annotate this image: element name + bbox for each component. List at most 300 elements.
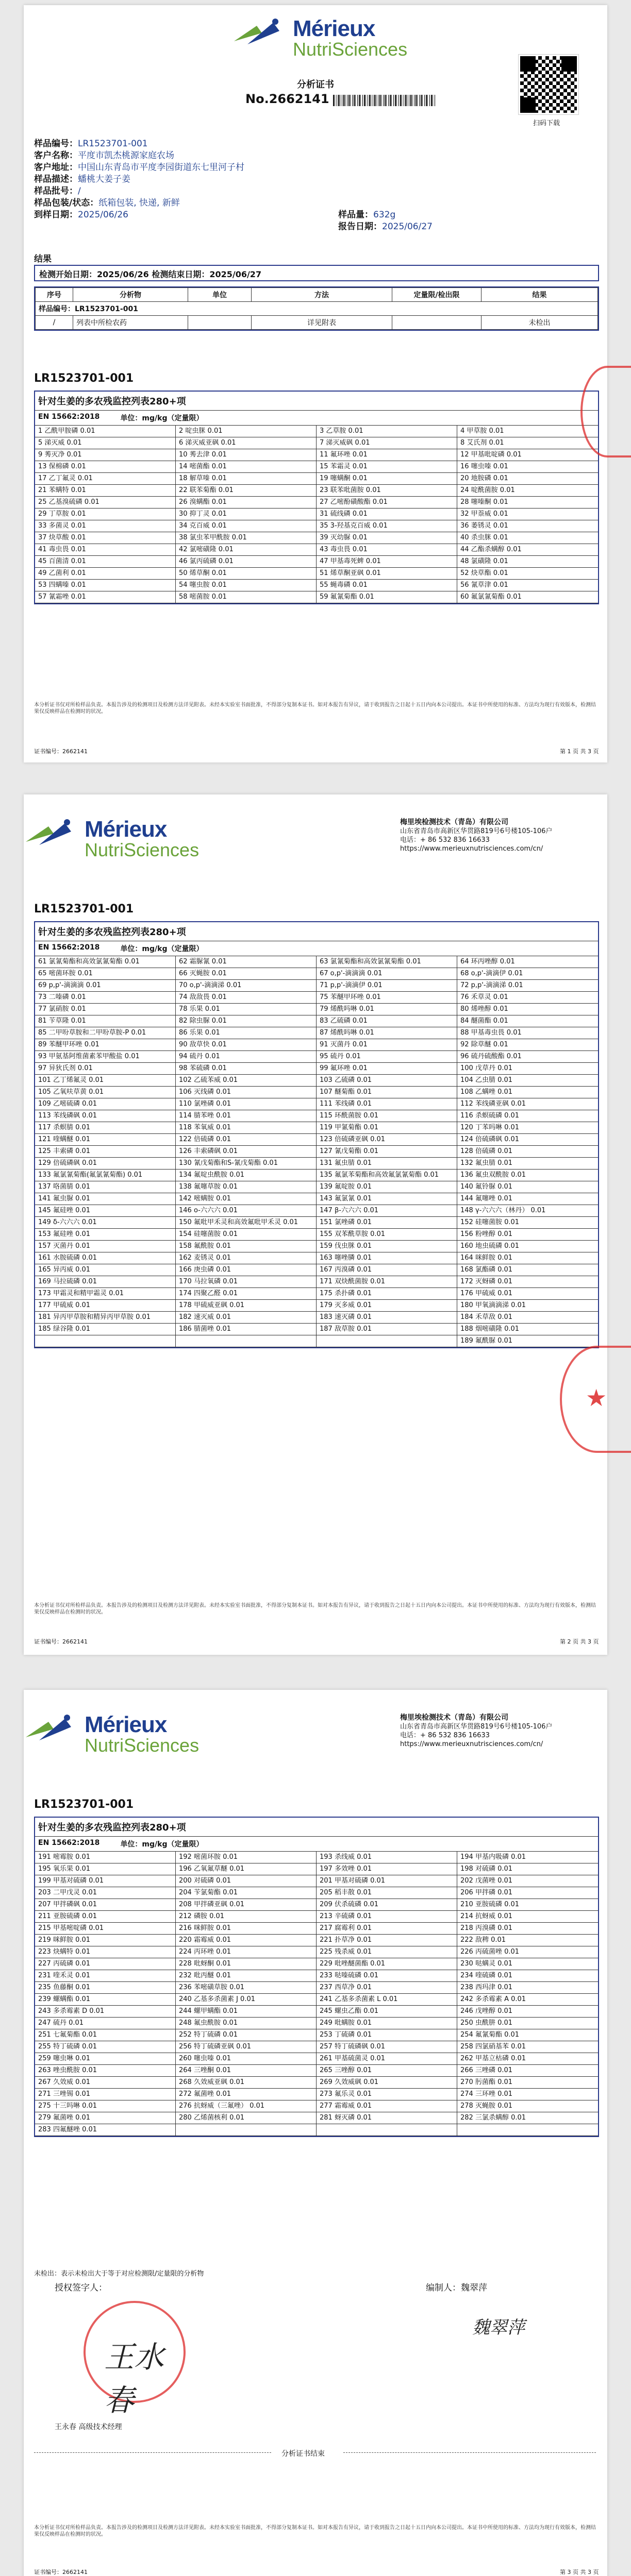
- pesticide-cell: 27 乙嘧酚磺酸酯 0.01: [317, 497, 457, 509]
- company-address: 梅里埃检测技术（青岛）有限公司 山东省青岛市高新区华贯路819号6号楼105-106户 电话：+ 86 532 836 16633 https://www.merieuxnutrisciences.com/cn/: [400, 818, 553, 853]
- results-label: 结果: [34, 254, 52, 264]
- pesticide-cell: 29 丁草胺 0.01: [35, 509, 176, 520]
- pesticide-cell: 178 甲硫威亚砜 0.01: [176, 1300, 317, 1312]
- pesticide-cell: 65 嘧菌环胺 0.01: [35, 968, 176, 980]
- pesticide-cell: 148 γ-六六六（林丹） 0.01: [457, 1205, 598, 1217]
- pesticide-cell: 232 吡丙醚 0.01: [176, 1970, 317, 1982]
- pesticide-cell: 115 环酰菌胺 0.01: [317, 1110, 457, 1122]
- pesticide-cell: 280 乙烯菌核利 0.01: [176, 2112, 317, 2124]
- pesticide-cell: 243 多杀霉素 D 0.01: [35, 2006, 176, 2018]
- pesticide-cell: 182 速灭威 0.01: [176, 1312, 317, 1324]
- pesticide-cell: 211 亚胺硫磷 0.01: [35, 1911, 176, 1923]
- results-table: 序号 分析物 单位 方法 定量限/检出限 结果 样品编号：LR1523701-001 / 列表中所检农药 详见附表 未检出: [34, 286, 599, 331]
- pesticide-cell: 110 氯唑磷 0.01: [176, 1098, 317, 1110]
- pesticide-cell: 196 乙氧氟草醚 0.01: [176, 1863, 317, 1875]
- pesticide-cell: 168 氯酯磷 0.01: [457, 1264, 598, 1276]
- pesticide-cell: 245 螺虫乙酯 0.01: [317, 2006, 457, 2018]
- pesticide-cell: 66 灭蝇胺 0.01: [176, 968, 317, 980]
- pesticide-cell: 164 咪鲜胺 0.01: [457, 1252, 598, 1264]
- pesticide-cell: 256 特丁硫磷亚砜 0.01: [176, 2041, 317, 2053]
- pesticide-cell: 107 醚菊酯 0.01: [317, 1087, 457, 1098]
- pesticide-cell: 153 氟硅唑 0.01: [35, 1229, 176, 1241]
- pesticide-cell: 106 灭线磷 0.01: [176, 1087, 317, 1098]
- pesticide-cell: 283 四氟醚唑 0.01: [35, 2124, 176, 2136]
- lr-heading: LR1523701-001: [34, 372, 134, 385]
- pesticide-cell: 203 二甲戊灵 0.01: [35, 1887, 176, 1899]
- pesticide-cell: 125 丰索磷 0.01: [35, 1146, 176, 1158]
- pesticide-cell: 37 炔草酸 0.01: [35, 532, 176, 544]
- pesticide-cell: 163 噻唑膦 0.01: [317, 1252, 457, 1264]
- pesticide-cell: 124 倍硫磷砜 0.01: [457, 1134, 598, 1146]
- pesticide-cell: 133 氟氯氰菊酯(氟氯氰菊酯) 0.01: [35, 1170, 176, 1181]
- pesticide-cell: 250 虫酰肼 0.01: [457, 2018, 598, 2029]
- pesticide-cell: 59 氟氰菊酯 0.01: [317, 591, 457, 603]
- company-address: 梅里埃检测技术（青岛）有限公司 山东省青岛市高新区华贯路819号6号楼105-106户 电话：+ 86 532 836 16633 https://www.merieuxnutrisciences.com/cn/: [400, 1714, 553, 1748]
- merieux-logo: [232, 18, 407, 59]
- pesticide-cell: 223 炔螨特 0.01: [35, 1946, 176, 1958]
- pesticide-cell: 108 乙螨唑 0.01: [457, 1087, 598, 1098]
- logo-mark-icon: [232, 18, 289, 59]
- pesticide-cell: 97 异狄氏剂 0.01: [35, 1063, 176, 1075]
- pesticide-grid-1: 针对生姜的多农残监控列表280+项 EN 15662:2018 单位：mg/kg（定量限） 1 乙酰甲胺磷 0.01 2 啶虫脒 0.01 3 乙草胺 0.01 4 甲草胺 0.01 5 涕灭威 0.01 6 涕灭威亚砜 0.01 7 涕灭威砜 0.01 8 艾氏剂 0.01 9 莠灭净 0.01 10 莠去津 0.01 11 氟环唑 0.01 12 甲基吡啶磷 0.01 13 保棉磷 0.01 14 嘧菌酯 0.01 15 苯霜灵 0.01 16 噻虫嗪 0.01 17 乙丁氟灵 0.01 18 解草嗪 0.01 19 噻螨酮 0.01 20 地胺磷 0.01 21 苯螨特 0.01 22 联苯菊酯 0.01 23 联苯吡菌胺 0.01 24 啶酰菌胺 0.01 25 乙基溴硫磷 0.01 26 溴螨酯 0.01 27 乙嘧酚磺酸酯 0.01 28 噻嗪酮 0.01 29 丁草胺 0.01 30 抑丁灵 0.01 31 硫线磷 0.01 32 甲萘威 0.01 33 多菌灵 0.01 34 克百威 0.01 35 3-羟基克百威 0.01 36 萎锈灵 0.01 37 炔草酸 0.01 38 氯虫苯甲酰胺 0.01 39 灭幼脲 0.01 40 杀虫脒 0.01 41 毒虫畏 0.01 42 氯嘧磺隆 0.01 43 毒虫畏 0.01 44 乙酯杀螨醇 0.01 45 百菌清 0.01 46 氯丙硫磷 0.01 47 甲基毒死蜱 0.01 48 氯磺隆 0.01 49 乙菌利 0.01 50 烯草酮 0.01 51 烯草酮亚砜 0.01 52 炔草酯 0.01 53 四螨嗪 0.01 54 噻虫胺 0.01 55 蝇毒磷 0.01 56 氰草津 0.01 57 氰霜唑 0.01 58 嘧菌胺 0.01 59 氟氰菊酯 0.01 60 氟氯氰菊酯 0.01: [34, 391, 599, 604]
- divider: [343, 2452, 596, 2453]
- pesticide-cell: 92 除草醚 0.01: [457, 1039, 598, 1051]
- pesticide-grid-3: 针对生姜的多农残监控列表280+项 EN 15662:2018 单位：mg/kg（定量限） 191 嘧霉胺 0.01 192 嘧菌环胺 0.01 193 杀线威 0.01 194 甲基内吸磷 0.01 195 氧乐果 0.01 196 乙氧氟草醚 0.01 197 多效唑 0.01 198 对硫磷 0.01 199 甲基对硫磷 0.01 200 对硫磷 0.01 201 甲基对硫磷 0.01 202 戊菌唑 0.01 203 二甲戊灵 0.01 204 苄氯菊酯 0.01 205 稻丰散 0.01 206 甲拌磷 0.01 207 甲拌磷砜 0.01 208 甲拌磷亚砜 0.01 209 伏杀硫磷 0.01 210 亚胺硫磷 0.01 211 亚胺硫磷 0.01 212 磷胺 0.01 213 辛硫磷 0.01 214 抗蚜威 0.01 215 甲基嘧啶磷 0.01 216 咪鲜胺 0.01 217 腐霉利 0.01 218 丙溴磷 0.01 219 咪鲜胺 0.01 220 霜霉威 0.01 221 扑草净 0.01 222 敌稗 0.01 223 炔螨特 0.01 224 丙环唑 0.01 225 残杀威 0.01 226 丙硫菌唑 0.01 227 丙硫磷 0.01 228 吡蚜酮 0.01 229 吡唑醚菌酯 0.01 230 哒螨灵 0.01 231 喹禾灵 0.01 232 吡丙醚 0.01 233 哒嗪硫磷 0.01 234 喹硫磷 0.01 235 鱼藤酮 0.01 236 苯嘧磺草胺 0.01 237 西草净 0.01 238 西玛津 0.01 239 螺螨酯 0.01 240 乙基多杀菌素 J 0.01 241 乙基多杀菌素 L 0.01 242 多杀霉素 A 0.01 243 多杀霉素 D 0.01 244 螺甲螨酯 0.01 245 螺虫乙酯 0.01 246 戊唑醇 0.01 247 硫丹 0.01 248 氟虫酰胺 0.01 249 吡螨胺 0.01 250 虫酰肼 0.01 251 七氟菊酯 0.01 252 特丁硫磷 0.01 253 丁硫磷 0.01 254 氟氰菊酯 0.01 255 特丁硫磷 0.01 256 特丁硫磷亚砜 0.01 257 特丁硫磷砜 0.01 258 四氯硝基苯 0.01 259 噻虫啉 0.01 260 噻虫嗪 0.01 261 甲基硫菌灵 0.01 262 甲基立枯磷 0.01 263 唑虫酰胺 0.01 264 三唑酮 0.01 265 三唑醇 0.01 266 三唑磷 0.01 267 久效威 0.01 268 久效威亚砜 0.01 269 久效威砜 0.01 270 肟菌酯 0.01 271 三唑锡 0.01 272 氟菌唑 0.01 273 氟乐灵 0.01 274 三环唑 0.01 275 十三吗啉 0.01 276 抗蚜威（三氟唑） 0.01 277 霜霉威 0.01 278 灭蝇胺 0.01 279 氟菌唑 0.01 280 乙烯菌核利 0.01 281 蚜灭磷 0.01 282 三氯杀螨醇 0.01 283 四氟醚唑 0.01: [34, 1817, 599, 2137]
- pesticide-cell: 216 咪鲜胺 0.01: [176, 1923, 317, 1935]
- pesticide-cell: 6 涕灭威亚砜 0.01: [176, 437, 317, 449]
- pesticide-cell: 194 甲基内吸磷 0.01: [457, 1852, 598, 1863]
- pesticide-cell: 240 乙基多杀菌素 J 0.01: [176, 1994, 317, 2006]
- pesticide-cell: 215 甲基嘧啶磷 0.01: [35, 1923, 176, 1935]
- pesticide-cell: 166 庚虫磷 0.01: [176, 1264, 317, 1276]
- pesticide-cell: 217 腐霉利 0.01: [317, 1923, 457, 1935]
- pesticide-cell: 272 氟菌唑 0.01: [176, 2089, 317, 2100]
- pesticide-cell: 255 特丁硫磷 0.01: [35, 2041, 176, 2053]
- pesticide-cell: 30 抑丁灵 0.01: [176, 509, 317, 520]
- pesticide-cell: 244 螺甲螨酯 0.01: [176, 2006, 317, 2018]
- pesticide-cell: 70 o,p'-滴滴涕 0.01: [176, 980, 317, 992]
- lr-heading: LR1523701-001: [34, 1798, 134, 1811]
- pesticide-cell: 162 麦锈灵 0.01: [176, 1252, 317, 1264]
- pesticide-cell: 201 甲基对硫磷 0.01: [317, 1875, 457, 1887]
- compiler-label: 编制人：魏翠萍: [426, 2283, 487, 2293]
- pesticide-cell: 147 β-六六六 0.01: [317, 1205, 457, 1217]
- pesticide-cell: 268 久效威亚砜 0.01: [176, 2077, 317, 2089]
- pesticide-cell: 273 氟乐灵 0.01: [317, 2089, 457, 2100]
- pesticide-cell: 140 氟铃脲 0.01: [457, 1181, 598, 1193]
- pesticide-cell: 104 乙虫腈 0.01: [457, 1075, 598, 1087]
- pesticide-cell: 167 丙溴磷 0.01: [317, 1264, 457, 1276]
- pesticide-cell: 161 水胺硫磷 0.01: [35, 1252, 176, 1264]
- authorizer-label: 授权签字人：: [55, 2283, 107, 2293]
- pesticide-cell: 184 禾草敌 0.01: [457, 1312, 598, 1324]
- red-seal-stamp: [560, 1346, 631, 1453]
- pesticide-cell: 221 扑草净 0.01: [317, 1935, 457, 1946]
- pesticide-cell: 185 绿谷隆 0.01: [35, 1324, 176, 1335]
- pesticide-cell: 179 灭多威 0.01: [317, 1300, 457, 1312]
- pesticide-cell: 21 苯螨特 0.01: [35, 485, 176, 497]
- pesticide-cell: 80 烯唑醇 0.01: [457, 1004, 598, 1015]
- disclaimer-text: 本分析证书仅对所检样品负责。本报告涉及的检测项目及检测方法详见附表。未经本实验室书面批准，不得部分复制本证书。如对本报告有异议，请于收到报告之日起十五日内向本公司提出。本证书中所使用的标准、方法均为现行有效版本，检测结果仅反映样品在检测时的状况。: [34, 702, 596, 715]
- lab-seal-stamp: [84, 2301, 186, 2418]
- pesticide-cell: 169 马拉硫磷 0.01: [35, 1276, 176, 1288]
- pesticide-cell: 36 萎锈灵 0.01: [457, 520, 598, 532]
- pesticide-cell: 139 氟啶胺 0.01: [317, 1181, 457, 1193]
- pesticide-cell: 7 涕灭威砜 0.01: [317, 437, 457, 449]
- pesticide-cell: 274 三环唑 0.01: [457, 2089, 598, 2100]
- pesticide-cell: 61 氯氰菊酯和高效氯氰菊酯 0.01: [35, 956, 176, 968]
- pesticide-cell: 69 p,p'-滴滴滴 0.01: [35, 980, 176, 992]
- merieux-logo: Mérieux NutriSciences: [24, 1714, 199, 1755]
- pesticide-cell: 82 除虫脲 0.01: [176, 1015, 317, 1027]
- pesticide-cell: 11 氟环唑 0.01: [317, 449, 457, 461]
- pesticide-cell: 189 氟酰脲 0.01: [457, 1335, 598, 1347]
- pesticide-cell: 278 灭蝇胺 0.01: [457, 2100, 598, 2112]
- pesticide-cell: 24 啶酰菌胺 0.01: [457, 485, 598, 497]
- pesticide-cell: 49 乙菌利 0.01: [35, 568, 176, 580]
- pesticide-cell: 4 甲草胺 0.01: [457, 426, 598, 437]
- pesticide-cell: 227 丙硫磷 0.01: [35, 1958, 176, 1970]
- pesticide-cell: 89 苯醚甲环唑 0.01: [35, 1039, 176, 1051]
- pesticide-cell: 113 苯线磷砜 0.01: [35, 1110, 176, 1122]
- pesticide-cell: 144 氟噻唑 0.01: [457, 1193, 598, 1205]
- pesticide-cell: 3 乙草胺 0.01: [317, 426, 457, 437]
- pesticide-cell: 134 氟啶虫酰胺 0.01: [176, 1170, 317, 1181]
- qr-code-icon[interactable]: [519, 55, 578, 114]
- pesticide-cell: 249 吡螨胺 0.01: [317, 2018, 457, 2029]
- pesticide-cell: 181 异丙甲草胺和精异丙甲草胺 0.01: [35, 1312, 176, 1324]
- pesticide-cell: 225 残杀威 0.01: [317, 1946, 457, 1958]
- barcode-icon: [333, 95, 436, 106]
- pesticide-cell: 95 硫丹 0.01: [317, 1051, 457, 1063]
- pesticide-cell: 264 三唑酮 0.01: [176, 2065, 317, 2077]
- pesticide-cell: 90 敌草快 0.01: [176, 1039, 317, 1051]
- authorizer-signature: 王水春: [104, 2340, 164, 2418]
- pesticide-cell: 135 氟氯苯菊酯和高效氟氯氰菊酯 0.01: [317, 1170, 457, 1181]
- pesticide-cell: 175 杀扑磷 0.01: [317, 1288, 457, 1300]
- pesticide-cell: 192 嘧菌环胺 0.01: [176, 1852, 317, 1863]
- pesticide-cell: 230 哒螨灵 0.01: [457, 1958, 598, 1970]
- pesticide-cell: [317, 2124, 457, 2136]
- pesticide-cell: 45 百菌清 0.01: [35, 556, 176, 568]
- pesticide-cell: 186 腈菌唑 0.01: [176, 1324, 317, 1335]
- page-label: 第 2 页 共 3 页: [560, 1638, 599, 1645]
- pesticide-cell: 12 甲基吡啶磷 0.01: [457, 449, 598, 461]
- pesticide-cell: 204 苄氯菊酯 0.01: [176, 1887, 317, 1899]
- pesticide-cell: [317, 1335, 457, 1347]
- pesticide-cell: 9 莠灭净 0.01: [35, 449, 176, 461]
- pesticide-cell: 165 异丙威 0.01: [35, 1264, 176, 1276]
- pesticide-cell: [35, 1335, 176, 1347]
- sample-info-right: 样品量：632g 报告日期：2025/06/27: [338, 210, 433, 232]
- pesticide-cell: 47 甲基毒死蜱 0.01: [317, 556, 457, 568]
- pesticide-cell: 252 特丁硫磷 0.01: [176, 2029, 317, 2041]
- test-dates: 检测开始日期：2025/06/26 检测结束日期：2025/06/27: [39, 269, 262, 279]
- pesticide-cell: 226 丙硫菌唑 0.01: [457, 1946, 598, 1958]
- pesticide-cell: 129 倍硫磷砜 0.01: [35, 1158, 176, 1170]
- pesticide-cell: [457, 2124, 598, 2136]
- pesticide-cell: 15 苯霜灵 0.01: [317, 461, 457, 473]
- pesticide-cell: 96 硫丹硫酸酯 0.01: [457, 1051, 598, 1063]
- pesticide-cell: 5 涕灭威 0.01: [35, 437, 176, 449]
- pesticide-cell: 119 甲氰菊酯 0.01: [317, 1122, 457, 1134]
- pesticide-cell: 33 多菌灵 0.01: [35, 520, 176, 532]
- pesticide-cell: 46 氯丙硫磷 0.01: [176, 556, 317, 568]
- pesticide-cell: 207 甲拌磷砜 0.01: [35, 1899, 176, 1911]
- pesticide-cell: 206 甲拌磷 0.01: [457, 1887, 598, 1899]
- pesticide-cell: 160 地虫硫磷 0.01: [457, 1241, 598, 1252]
- note-text: 未检出：表示未检出大于等于对应检测限/定量限的分析物: [34, 2270, 204, 2278]
- pesticide-cell: 76 禾草灵 0.01: [457, 992, 598, 1004]
- red-seal-stamp: [580, 366, 631, 457]
- pesticide-cell: 85 二甲吩草胺和二甲吩草胺-P 0.01: [35, 1027, 176, 1039]
- pesticide-cell: 39 灭幼脲 0.01: [317, 532, 457, 544]
- pesticide-cell: 120 丁苯吗啉 0.01: [457, 1122, 598, 1134]
- pesticide-cell: 228 吡蚜酮 0.01: [176, 1958, 317, 1970]
- pesticide-cell: 123 倍硫磷亚砜 0.01: [317, 1134, 457, 1146]
- pesticide-cell: 32 甲萘威 0.01: [457, 509, 598, 520]
- pesticide-cell: 111 苯线磷 0.01: [317, 1098, 457, 1110]
- pesticide-cell: 143 氟氯氰 0.01: [317, 1193, 457, 1205]
- pesticide-cell: 229 吡唑醚菌酯 0.01: [317, 1958, 457, 1970]
- pesticide-cell: 271 三唑锡 0.01: [35, 2089, 176, 2100]
- pesticide-cell: 279 氟菌唑 0.01: [35, 2112, 176, 2124]
- pesticide-cell: 72 p,p'-滴滴涕 0.01: [457, 980, 598, 992]
- pesticide-cell: 172 灭蚜磷 0.01: [457, 1276, 598, 1288]
- pesticide-cell: 52 炔草酯 0.01: [457, 568, 598, 580]
- pesticide-cell: 237 西草净 0.01: [317, 1982, 457, 1994]
- pesticide-cell: 41 毒虫畏 0.01: [35, 544, 176, 556]
- pesticide-cell: 238 西玛津 0.01: [457, 1982, 598, 1994]
- pesticide-cell: 149 δ-六六六 0.01: [35, 1217, 176, 1229]
- pesticide-cell: 155 双苯酰草胺 0.01: [317, 1229, 457, 1241]
- brand-name: Mérieux: [293, 16, 375, 41]
- pesticide-cell: 60 氟氯氰菊酯 0.01: [457, 591, 598, 603]
- disclaimer-text: 本分析证书仅对所检样品负责。本报告涉及的检测项目及检测方法详见附表。未经本实验室书面批准，不得部分复制本证书。如对本报告有异议，请于收到报告之日起十五日内向本公司提出。本证书中所使用的标准、方法均为现行有效版本，检测结果仅反映样品在检测时的状况。: [34, 2525, 596, 2537]
- pesticide-cell: 109 乙嘧硫磷 0.01: [35, 1098, 176, 1110]
- pesticide-cell: 79 烯酰吗啉 0.01: [317, 1004, 457, 1015]
- pesticide-cell: 19 噻螨酮 0.01: [317, 473, 457, 485]
- pesticide-cell: 173 甲霜灵和精甲霜灵 0.01: [35, 1288, 176, 1300]
- pesticide-cell: 188 烟嘧磺隆 0.01: [457, 1324, 598, 1335]
- pesticide-cell: 205 稻丰散 0.01: [317, 1887, 457, 1899]
- pesticide-cell: 239 螺螨酯 0.01: [35, 1994, 176, 2006]
- pesticide-cell: 183 速灭磷 0.01: [317, 1312, 457, 1324]
- page-label: 第 1 页 共 3 页: [560, 748, 599, 755]
- pesticide-cell: 212 磷胺 0.01: [176, 1911, 317, 1923]
- pesticide-cell: 112 苯线磷亚砜 0.01: [457, 1098, 598, 1110]
- pesticide-cell: 270 肟菌酯 0.01: [457, 2077, 598, 2089]
- pesticide-cell: 128 倍硫磷 0.01: [457, 1146, 598, 1158]
- pesticide-cell: 234 喹硫磷 0.01: [457, 1970, 598, 1982]
- pesticide-cell: 98 苯硫磷 0.01: [176, 1063, 317, 1075]
- pesticide-cell: 200 对硫磷 0.01: [176, 1875, 317, 1887]
- pesticide-cell: 64 环丙唑醇 0.01: [457, 956, 598, 968]
- pesticide-cell: 265 三唑醇 0.01: [317, 2065, 457, 2077]
- pesticide-cell: 267 久效威 0.01: [35, 2077, 176, 2089]
- pesticide-cell: 209 伏杀硫磷 0.01: [317, 1899, 457, 1911]
- pesticide-cell: 116 杀螟硫磷 0.01: [457, 1110, 598, 1122]
- table-sample-row: 样品编号：LR1523701-001: [36, 302, 598, 316]
- pesticide-cell: 145 氟硅唑 0.01: [35, 1205, 176, 1217]
- pesticide-cell: 20 地胺磷 0.01: [457, 473, 598, 485]
- pesticide-cell: 281 蚜灭磷 0.01: [317, 2112, 457, 2124]
- pesticide-cell: 86 乐果 0.01: [176, 1027, 317, 1039]
- pesticide-cell: 247 硫丹 0.01: [35, 2018, 176, 2029]
- pesticide-cell: 261 甲基硫菌灵 0.01: [317, 2053, 457, 2065]
- divider: [34, 2452, 271, 2453]
- pesticide-cell: 137 咯菌腈 0.01: [35, 1181, 176, 1193]
- disclaimer-text: 本分析证书仅对所检样品负责。本报告涉及的检测项目及检测方法详见附表。未经本实验室书面批准，不得部分复制本证书。如对本报告有异议，请于收到报告之日起十五日内向本公司提出。本证书中所使用的标准、方法均为现行有效版本，检测结果仅反映样品在检测时的状况。: [34, 1603, 596, 1615]
- pesticide-cell: 1 乙酰甲胺磷 0.01: [35, 426, 176, 437]
- pesticide-cell: 195 氧乐果 0.01: [35, 1863, 176, 1875]
- pesticide-cell: 100 戊草丹 0.01: [457, 1063, 598, 1075]
- pesticide-cell: 34 克百威 0.01: [176, 520, 317, 532]
- pesticide-cell: 57 氰霜唑 0.01: [35, 591, 176, 603]
- pesticide-cell: 105 乙氧呋草黄 0.01: [35, 1087, 176, 1098]
- pesticide-cell: 198 对硫磷 0.01: [457, 1863, 598, 1875]
- pesticide-cell: 31 硫线磷 0.01: [317, 509, 457, 520]
- pesticide-cell: 14 嘧菌酯 0.01: [176, 461, 317, 473]
- pesticide-cell: 22 联苯菊酯 0.01: [176, 485, 317, 497]
- pesticide-cell: 117 杀螟腈 0.01: [35, 1122, 176, 1134]
- pesticide-cell: 122 倍硫磷 0.01: [176, 1134, 317, 1146]
- pesticide-cell: 282 三氯杀螨醇 0.01: [457, 2112, 598, 2124]
- cert-id: 证书编号：2662141: [34, 2569, 88, 2575]
- pesticide-cell: 25 乙基溴硫磷 0.01: [35, 497, 176, 509]
- pesticide-cell: 151 氯唑磷 0.01: [317, 1217, 457, 1229]
- pesticide-cell: 150 氟吡甲禾灵和高效氟吡甲禾灵 0.01: [176, 1217, 317, 1229]
- pesticide-cell: 75 苯醚甲环唑 0.01: [317, 992, 457, 1004]
- cert-id: 证书编号：2662141: [34, 1638, 88, 1645]
- pesticide-cell: 48 氯磺隆 0.01: [457, 556, 598, 568]
- pesticide-cell: 26 溴螨酯 0.01: [176, 497, 317, 509]
- pesticide-cell: 231 喹禾灵 0.01: [35, 1970, 176, 1982]
- pesticide-cell: 154 硅噻菌胺 0.01: [176, 1229, 317, 1241]
- pesticide-cell: 16 噻虫嗪 0.01: [457, 461, 598, 473]
- pesticide-cell: 58 嘧菌胺 0.01: [176, 591, 317, 603]
- pesticide-cell: 63 氯氰菊酯和高效氯氰菊酯 0.01: [317, 956, 457, 968]
- pesticide-cell: 218 丙溴磷 0.01: [457, 1923, 598, 1935]
- report-page-1: [24, 5, 607, 762]
- pesticide-cell: 259 噻虫啉 0.01: [35, 2053, 176, 2065]
- pesticide-cell: 2 啶虫脒 0.01: [176, 426, 317, 437]
- pesticide-cell: 233 哒嗪硫磷 0.01: [317, 1970, 457, 1982]
- pesticide-cell: 242 多杀霉素 A 0.01: [457, 1994, 598, 2006]
- logo-mark-icon: [24, 1714, 80, 1755]
- pesticide-cell: 17 乙丁氟灵 0.01: [35, 473, 176, 485]
- pesticide-cell: 171 双炔酰菌胺 0.01: [317, 1276, 457, 1288]
- pesticide-cell: 42 氯嘧磺隆 0.01: [176, 544, 317, 556]
- pesticide-cell: 248 氟虫酰胺 0.01: [176, 2018, 317, 2029]
- pesticide-cell: 199 甲基对硫磷 0.01: [35, 1875, 176, 1887]
- pesticide-cell: [176, 1335, 317, 1347]
- pesticide-cell: 55 蝇毒磷 0.01: [317, 580, 457, 591]
- pesticide-cell: 276 抗蚜威（三氟唑） 0.01: [176, 2100, 317, 2112]
- pesticide-cell: 146 o-六六六 0.01: [176, 1205, 317, 1217]
- pesticide-cell: 193 杀线威 0.01: [317, 1852, 457, 1863]
- pesticide-cell: 10 莠去津 0.01: [176, 449, 317, 461]
- pesticide-cell: 202 戊菌唑 0.01: [457, 1875, 598, 1887]
- pesticide-cell: 235 鱼藤酮 0.01: [35, 1982, 176, 1994]
- pesticide-cell: 13 保棉磷 0.01: [35, 461, 176, 473]
- pesticide-cell: 81 苄草隆 0.01: [35, 1015, 176, 1027]
- pesticide-cell: 84 醚菌酯 0.01: [457, 1015, 598, 1027]
- pesticide-cell: 132 氟虫腈 0.01: [457, 1158, 598, 1170]
- pesticide-cell: 263 唑虫酰胺 0.01: [35, 2065, 176, 2077]
- pesticide-cell: 51 烯草酮亚砜 0.01: [317, 568, 457, 580]
- pesticide-cell: 99 氟环唑 0.01: [317, 1063, 457, 1075]
- pesticide-cell: 253 丁硫磷 0.01: [317, 2029, 457, 2041]
- pesticide-cell: 73 二嗪磷 0.01: [35, 992, 176, 1004]
- pesticide-cell: 71 p,p'-滴滴伊 0.01: [317, 980, 457, 992]
- qr-label: 扫码下载: [533, 120, 560, 127]
- pesticide-cell: 246 戊唑醇 0.01: [457, 2006, 598, 2018]
- pesticide-cell: 56 氰草津 0.01: [457, 580, 598, 591]
- pesticide-cell: 152 硅噻菌胺 0.01: [457, 1217, 598, 1229]
- page-label: 第 3 页 共 3 页: [560, 2569, 599, 2575]
- pesticide-cell: 40 杀虫脒 0.01: [457, 532, 598, 544]
- pesticide-cell: 157 灭菌丹 0.01: [35, 1241, 176, 1252]
- signer-name: 王永春 高级技术经理: [55, 2423, 122, 2431]
- merieux-logo: Mérieux NutriSciences: [24, 818, 199, 859]
- pesticide-cell: 62 霜脲氰 0.01: [176, 956, 317, 968]
- pesticide-cell: 224 丙环唑 0.01: [176, 1946, 317, 1958]
- pesticide-cell: 213 辛硫磷 0.01: [317, 1911, 457, 1923]
- pesticide-cell: 77 氯硝胺 0.01: [35, 1004, 176, 1015]
- cert-id: 证书编号：2662141: [34, 748, 88, 755]
- pesticide-cell: 260 噻虫嗪 0.01: [176, 2053, 317, 2065]
- pesticide-cell: 87 烯酰吗啉 0.01: [317, 1027, 457, 1039]
- table-row: / 列表中所检农药 详见附表 未检出: [36, 316, 598, 330]
- pesticide-cell: 254 氟氰菊酯 0.01: [457, 2029, 598, 2041]
- report-page-2: [24, 794, 607, 1655]
- pesticide-cell: 174 四聚乙醛 0.01: [176, 1288, 317, 1300]
- pesticide-cell: 118 苯氧威 0.01: [176, 1122, 317, 1134]
- pesticide-cell: 54 噻虫胺 0.01: [176, 580, 317, 591]
- pesticide-cell: 180 甲氧滴滴涕 0.01: [457, 1300, 598, 1312]
- end-of-cert: 分析证书结束: [281, 2450, 325, 2458]
- pesticide-cell: 158 氟酰胺 0.01: [176, 1241, 317, 1252]
- pesticide-cell: 241 乙基多杀菌素 L 0.01: [317, 1994, 457, 2006]
- star-icon: ★: [586, 1384, 607, 1412]
- pesticide-cell: 94 硫丹 0.01: [176, 1051, 317, 1063]
- pesticide-cell: 121 喹螨醚 0.01: [35, 1134, 176, 1146]
- pesticide-cell: 18 解草嗪 0.01: [176, 473, 317, 485]
- pesticide-cell: 191 嘧霉胺 0.01: [35, 1852, 176, 1863]
- pesticide-cell: 102 乙硫苯威 0.01: [176, 1075, 317, 1087]
- pesticide-cell: 222 敌稗 0.01: [457, 1935, 598, 1946]
- pesticide-cell: 197 多效唑 0.01: [317, 1863, 457, 1875]
- pesticide-cell: 142 嘧螨胺 0.01: [176, 1193, 317, 1205]
- pesticide-cell: 88 甲基毒虫畏 0.01: [457, 1027, 598, 1039]
- pesticide-cell: 83 乙硫磷 0.01: [317, 1015, 457, 1027]
- pesticide-cell: 91 灭菌丹 0.01: [317, 1039, 457, 1051]
- pesticide-cell: 53 四螨嗪 0.01: [35, 580, 176, 591]
- pesticide-cell: 208 甲拌磷亚砜 0.01: [176, 1899, 317, 1911]
- pesticide-cell: 136 氟虫双酰胺 0.01: [457, 1170, 598, 1181]
- pesticide-cell: 156 粉唑醇 0.01: [457, 1229, 598, 1241]
- pesticide-cell: 141 氟虫脲 0.01: [35, 1193, 176, 1205]
- pesticide-cell: 277 霜霉威 0.01: [317, 2100, 457, 2112]
- pesticide-cell: 236 苯嘧磺草胺 0.01: [176, 1982, 317, 1994]
- pesticide-cell: 67 o,p'-滴滴滴 0.01: [317, 968, 457, 980]
- pesticide-cell: 170 马拉氧磷 0.01: [176, 1276, 317, 1288]
- pesticide-cell: 220 霜霉威 0.01: [176, 1935, 317, 1946]
- pesticide-cell: 214 抗蚜威 0.01: [457, 1911, 598, 1923]
- pesticide-cell: 126 丰索磷砜 0.01: [176, 1146, 317, 1158]
- pesticide-cell: 114 腈苯唑 0.01: [176, 1110, 317, 1122]
